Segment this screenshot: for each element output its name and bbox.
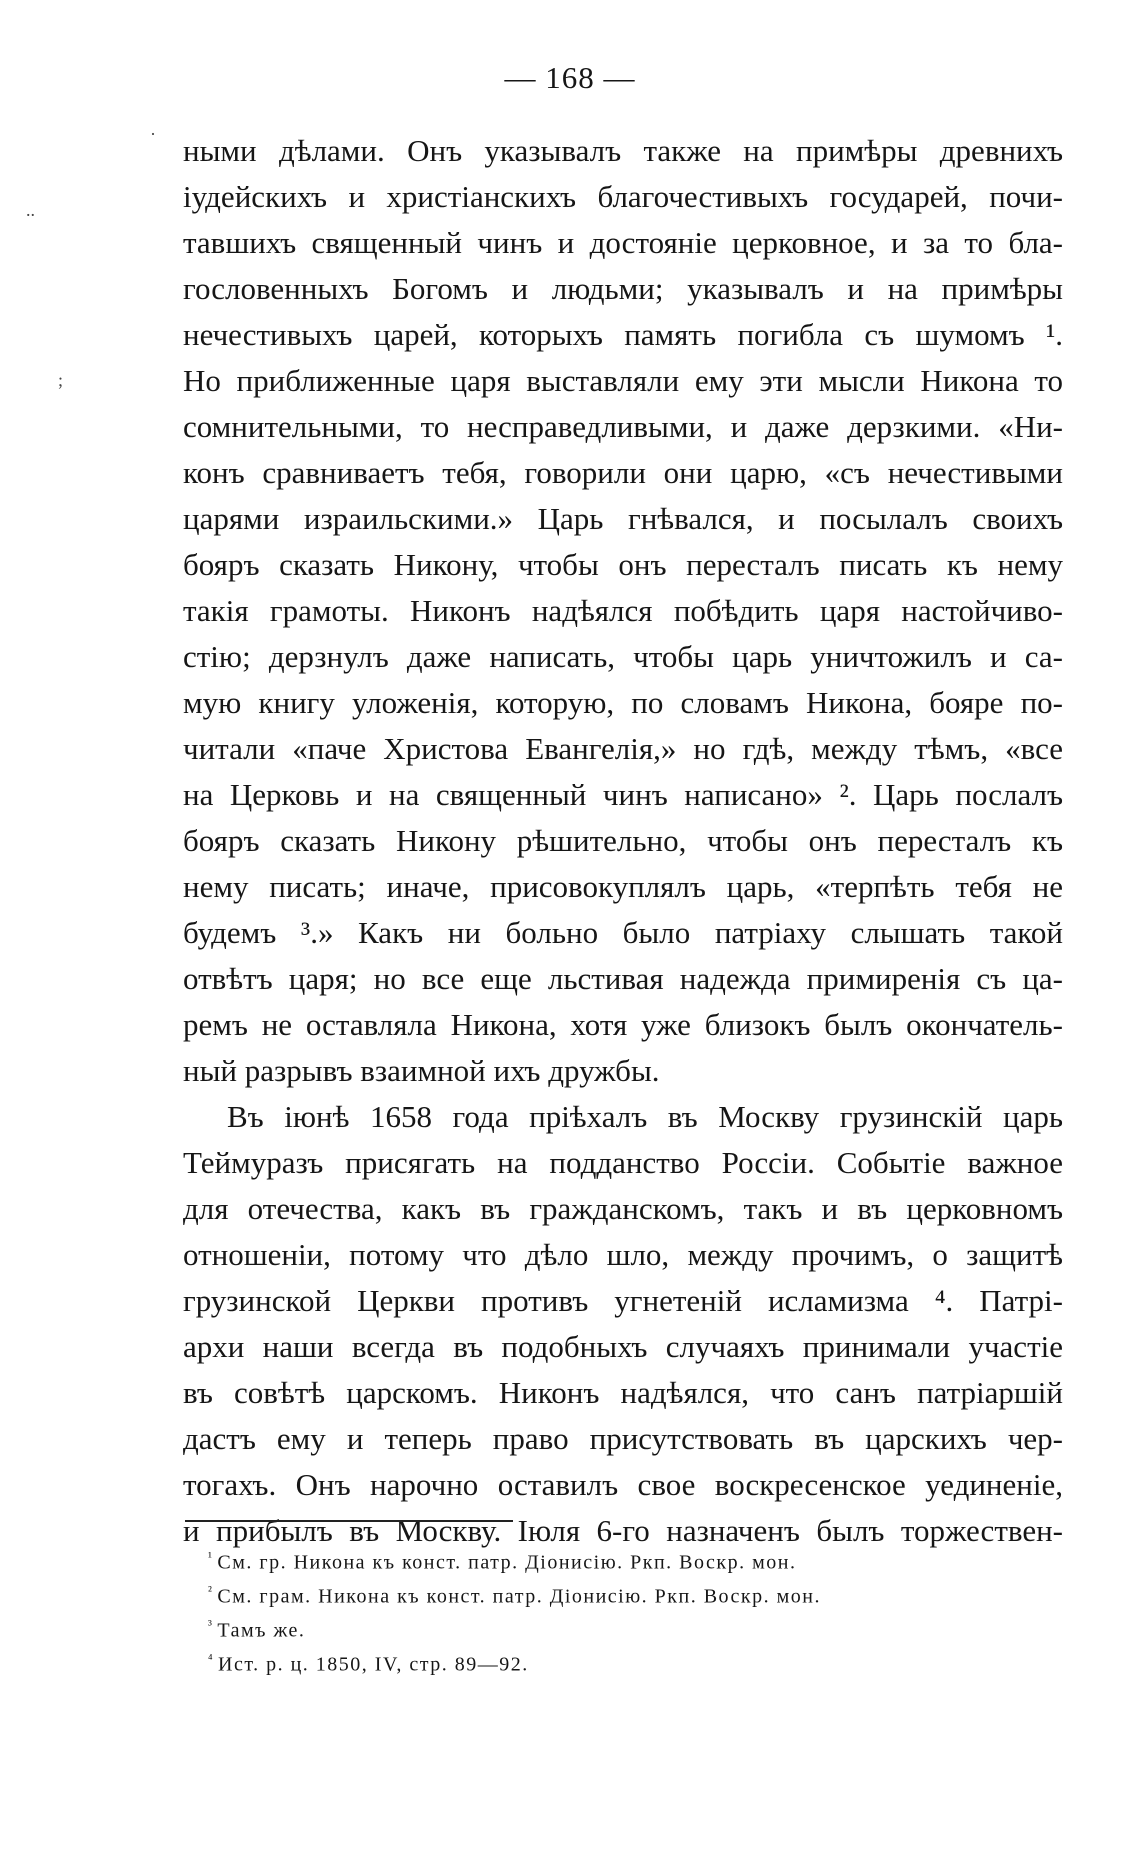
text-line: Но приближенные царя выставляли ему эти мысли Никона то: [183, 363, 1063, 398]
text-line: сомнительными, то несправедливыми, и даже дерзкими. «Ни-: [183, 409, 1063, 444]
scan-speck: ·: [150, 124, 156, 144]
text-line: дастъ ему и теперь право присутствовать въ царскихъ чер-: [183, 1421, 1063, 1456]
text-line: мую книгу уложенія, которую, по словамъ Никона, бояре по-: [183, 685, 1063, 720]
text-line: на Церковь и на священный чинъ написано» ². Царь послалъ: [183, 777, 1063, 812]
footnote-mark: ³: [208, 1617, 214, 1632]
text-line: такія грамоты. Никонъ надѣялся побѣдить царя настойчиво-: [183, 593, 1063, 628]
text-line: Теймуразъ присягать на подданство Россіи. Событіе важное: [183, 1145, 1063, 1180]
page-number: — 168 —: [504, 60, 636, 95]
text-line: гословенныхъ Богомъ и людьми; указывалъ и на примѣры: [183, 271, 1063, 306]
text-line: бояръ сказать Никону, чтобы онъ пересталъ писать къ нему: [183, 547, 1063, 582]
text-line: нечестивыхъ царей, которыхъ память погибла съ шумомъ ¹.: [183, 317, 1063, 352]
footnote-mark: ⁴: [208, 1651, 215, 1666]
footnote: [208, 1642, 968, 1676]
text-line-paragraph-end: ный разрывъ взаимной ихъ дружбы.: [183, 1053, 660, 1088]
footnote-divider: [185, 1520, 513, 1522]
text-line: тогахъ. Онъ нарочно оставилъ свое воскресенское уединеніе,: [183, 1467, 1063, 1502]
scan-speck: ..: [26, 200, 35, 220]
text-line: и прибылъ въ Москву. Іюля 6-го назначенъ былъ торжествен-: [183, 1513, 1063, 1548]
text-line-paragraph-start: Въ іюнѣ 1658 года пріѣхалъ въ Москву грузинскій царь: [227, 1099, 1063, 1134]
body-text: [183, 128, 1063, 1554]
text-line: тавшихъ священный чинъ и достояніе церковное, и за то бла-: [183, 225, 1063, 260]
footnote: [208, 1540, 968, 1574]
footnote: [208, 1574, 968, 1608]
text-line: архи наши всегда въ подобныхъ случаяхъ принимали участіе: [183, 1329, 1063, 1364]
scan-speck: ;: [58, 370, 64, 390]
text-line: бояръ сказать Никону рѣшительно, чтобы онъ пересталъ къ: [183, 823, 1063, 858]
text-line: конъ сравниваетъ тебя, говорили они царю, «съ нечестивыми: [183, 455, 1063, 490]
text-line: нему писать; иначе, присовокуплялъ царь, «терпѣть тебя не: [183, 869, 1063, 904]
footnote-mark: ¹: [208, 1549, 214, 1564]
text-line: стію; дерзнулъ даже написать, чтобы царь уничтожилъ и са-: [183, 639, 1063, 674]
text-line: читали «паче Христова Евангелія,» но гдѣ, между тѣмъ, «все: [183, 731, 1063, 766]
text-line: царями израильскими.» Царь гнѣвался, и посылалъ своихъ: [183, 501, 1063, 536]
footnote-text: См. грам. Никона къ конст. патр. Діонисію. Ркп. Воскр. мон.: [217, 1585, 822, 1608]
text-line: въ совѣтѣ царскомъ. Никонъ надѣялся, что санъ патріаршій: [183, 1375, 1063, 1410]
text-line: отвѣтъ царя; но все еще льстивая надежда примиренія съ ца-: [183, 961, 1063, 996]
text-line: ными дѣлами. Онъ указывалъ также на примѣры древнихъ: [183, 133, 1063, 168]
text-line: будемъ ³.» Какъ ни больно было патріаху слышать такой: [183, 915, 1063, 950]
footnote-text: См. гр. Никона къ конст. патр. Діонисію. Ркп. Воскр. мон.: [217, 1551, 797, 1574]
footnotes: [208, 1540, 968, 1676]
footnote-mark: ²: [208, 1583, 214, 1598]
text-line: іудейскихъ и христіанскихъ благочестивыхъ государей, почи-: [183, 179, 1063, 214]
text-line: для отечества, какъ въ гражданскомъ, такъ и въ церковномъ: [183, 1191, 1063, 1226]
footnote-text: Ист. р. ц. 1850, IV, стр. 89—92.: [218, 1653, 529, 1676]
footnote-text: Тамъ же.: [217, 1619, 306, 1642]
text-line: ремъ не оставляла Никона, хотя уже близокъ былъ окончатель-: [183, 1007, 1063, 1042]
text-line: отношеніи, потому что дѣло шло, между прочимъ, о защитѣ: [183, 1237, 1063, 1272]
text-line: грузинской Церкви противъ угнетеній исламизма ⁴. Патрі-: [183, 1283, 1063, 1318]
footnote: [208, 1608, 968, 1642]
